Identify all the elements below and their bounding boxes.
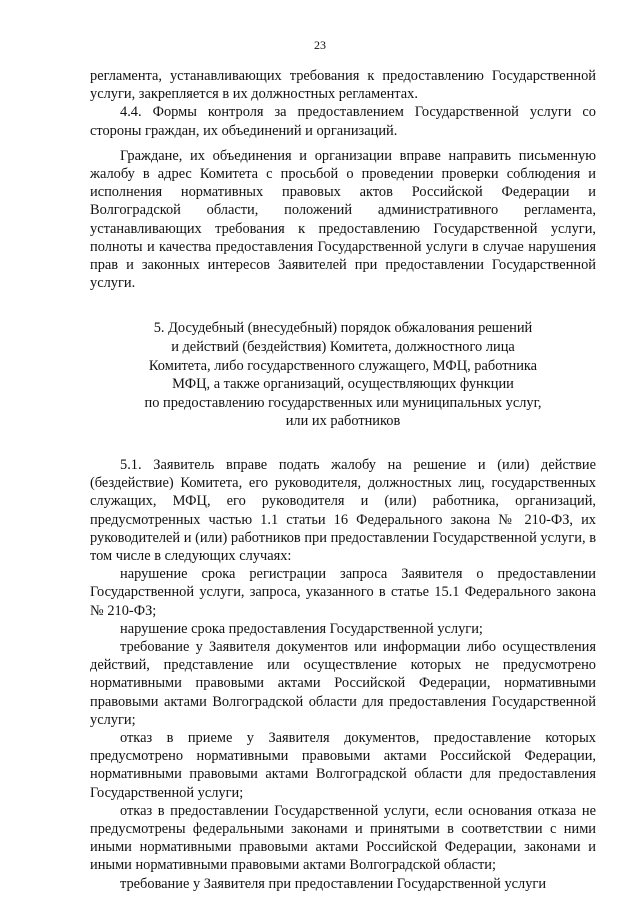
- document-body: [90, 67, 596, 893]
- list-item-service-delay: нарушение срока предоставления Государственной услуги;: [120, 620, 483, 637]
- page-number: 23: [314, 38, 326, 52]
- paragraph-citizens-complaint: Граждане, их объединения и организации вправе направить письменную жалобу в адрес Комитета с просьбой о проведении проверки соблюдения и исполнения нормативных правовых актов Российской Федерации и Волгоградской области, положений административного регламента, устанавливающих требования к предоставлению Государственной услуги, полноты и качества предоставления Государственной услуги в случае нарушения прав и законных интересов Заявителей при предоставлении Государственной услуги.: [90, 147, 596, 292]
- section-5-heading-line: и действий (бездействия) Комитета, должностного лица: [171, 339, 515, 356]
- list-item-demand-payment: требование у Заявителя при предоставлении Государственной услуги: [120, 875, 547, 892]
- list-item-refusal-to-accept: отказ в приеме у Заявителя документов, предоставление которых предусмотрено нормативными правовыми актами Российской Федерации, нормативными правовыми актами Волгоградской области для предоставления Государственной услуги;: [90, 730, 596, 801]
- paragraph-4-4-title: 4.4. Формы контроля за предоставлением Государственной услуги со стороны граждан, их объединений и организаций.: [90, 104, 596, 139]
- section-5-heading-line: или их работников: [285, 413, 401, 430]
- section-5-heading: [90, 319, 596, 431]
- section-5-heading-line: по предоставлению государственных или муниципальных услуг,: [144, 394, 542, 411]
- list-item-registration-delay: нарушение срока регистрации запроса Заявителя о предоставлении Государственной услуги, запроса, указанного в статье 15.1 Федерального закона № 210-ФЗ;: [90, 566, 596, 619]
- section-5-heading-line: МФЦ, а также организаций, осуществляющих функции: [172, 376, 514, 393]
- section-5-heading-line: Комитета, либо государственного служащего, МФЦ, работника: [148, 357, 538, 374]
- list-item-refusal-of-service: отказ в предоставлении Государственной услуги, если основания отказа не предусмотрены федеральными законами и принятыми в соответствии с ними иными нормативными правовыми актами Российской Федерации, законами и иными нормативными правовыми актами Волгоградской области;: [90, 802, 596, 874]
- paragraph-continuation: регламента, устанавливающих требования к предоставлению Государственной услуги, закрепляется в их должностных регламентах.: [90, 68, 596, 103]
- paragraph-5-1: 5.1. Заявитель вправе подать жалобу на решение и (или) действие (бездействие) Комитета, его руководителя, должностных лиц, государственных служащих, МФЦ, его руководителя и (или) работника, организаций, предусмотренных частью 1.1 статьи 16 Федерального закона № 210-ФЗ, их руководителей и (или) работников при предоставлении Государственной услуги, в том числе в следующих случаях:: [90, 457, 596, 565]
- section-5-heading-line: 5. Досудебный (внесудебный) порядок обжалования решений: [153, 320, 533, 337]
- list-item-extra-documents: требование у Заявителя документов или информации либо осуществления действий, представление или осуществление которых не предусмотрено нормативными правовыми актами Российской Федерации, нормативными правовыми актами Волгоградской области для предоставления Государственной услуги;: [90, 639, 596, 728]
